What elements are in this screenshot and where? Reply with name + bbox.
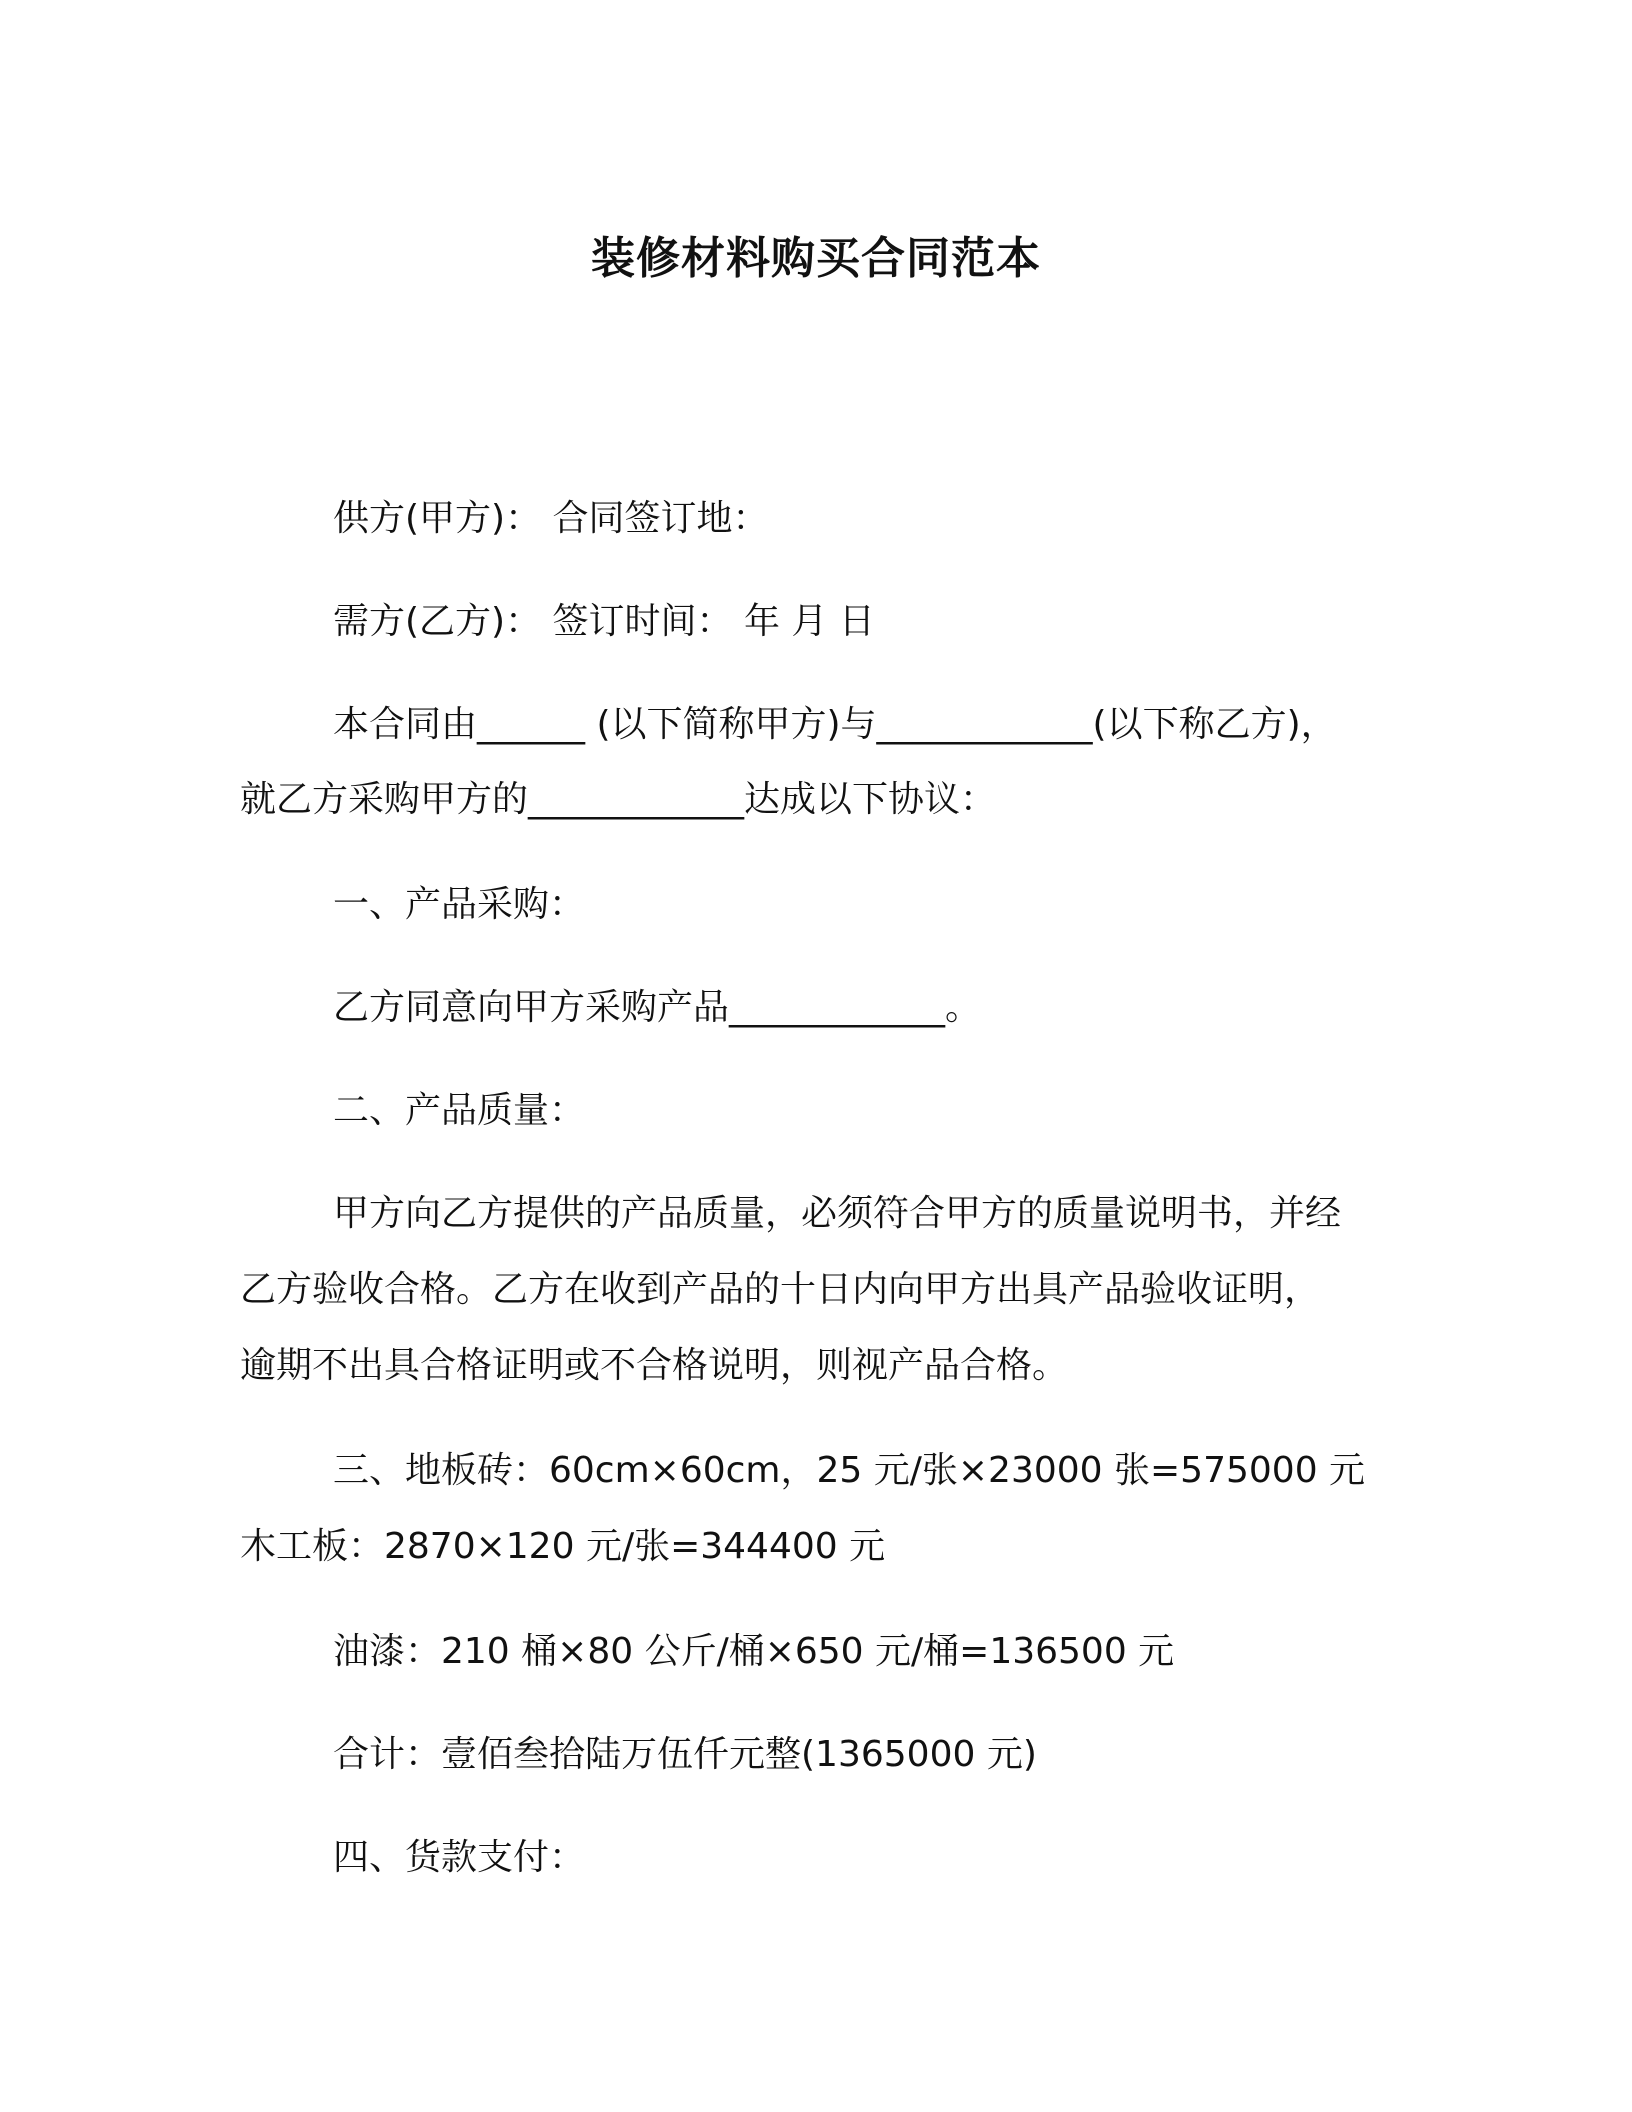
section-1-body: 乙方同意向甲方采购产品____________。 — [333, 987, 982, 1028]
section-2-body-2: 乙方验收合格。乙方在收到产品的十日内向甲方出具产品验收证明， — [240, 1269, 1321, 1310]
intro-line-1: 本合同由______ (以下简称甲方)与____________(以下称乙方)， — [333, 704, 1337, 745]
section-heading-1: 一、产品采购： — [333, 884, 586, 925]
section-3-paint: 油漆：210 桶×80 公斤/桶×650 元/桶=136500 元 — [333, 1631, 1175, 1672]
section-heading-4: 四、货款支付： — [333, 1837, 586, 1878]
intro-line-2: 就乙方采购甲方的____________达成以下协议： — [240, 779, 997, 820]
section-3-wood-board: 木工板：2870×120 元/张=344400 元 — [240, 1526, 886, 1567]
section-3-total: 合计：壹佰叁拾陆万伍仟元整(1365000 元) — [333, 1734, 1037, 1775]
supplier-line: 供方(甲方)： 合同签订地： — [333, 498, 769, 539]
section-3-floor-tiles: 三、地板砖：60cm×60cm，25 元/张×23000 张=575000 元 — [333, 1450, 1366, 1491]
section-2-body-3: 逾期不出具合格证明或不合格说明，则视产品合格。 — [240, 1345, 1069, 1386]
section-2-body-1: 甲方向乙方提供的产品质量，必须符合甲方的质量说明书，并经 — [333, 1193, 1342, 1234]
document-title: 装修材料购买合同范本 — [591, 233, 1041, 284]
section-heading-2: 二、产品质量： — [333, 1090, 586, 1131]
buyer-line: 需方(乙方)： 签订时间： 年 月 日 — [333, 601, 875, 642]
